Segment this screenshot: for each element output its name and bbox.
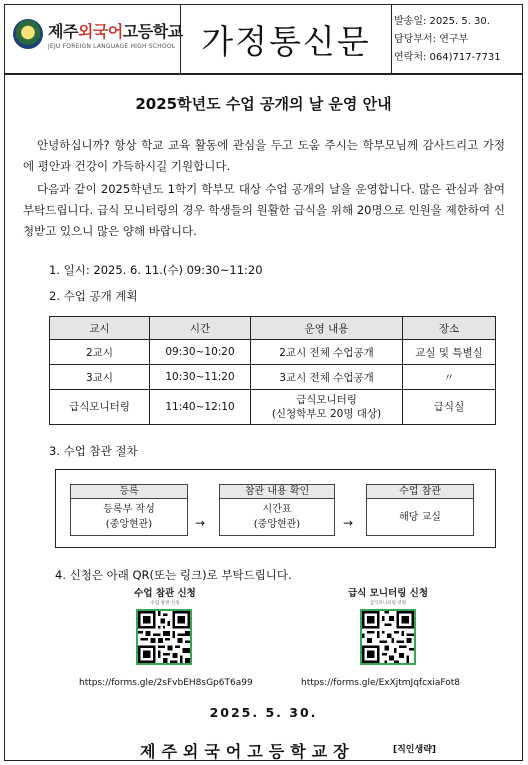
step-body (71, 499, 187, 535)
qr-sublabel-meal: 급식모니터링 신청 (369, 601, 407, 606)
qr-code-class[interactable] (136, 609, 192, 665)
notice-page (4, 4, 523, 761)
school-emblem-icon (13, 19, 43, 49)
cell: 2교시 (50, 340, 150, 365)
cell: 3교시 전체 수업공개 (251, 365, 403, 390)
cell-note: (신청학부모 20명 대상) (271, 408, 382, 420)
header-divider (5, 73, 522, 75)
cell: 09:30~10:20 (150, 340, 251, 365)
school-logo-box (5, 5, 181, 73)
cell: 11:40~12:10 (150, 390, 251, 425)
cell (251, 390, 403, 425)
cell: 급식실 (403, 390, 496, 425)
seal-omitted: [직인생략] (393, 745, 437, 755)
cell: 10:30~11:20 (150, 365, 251, 390)
procedure-step (70, 484, 188, 536)
qr-label-meal: 급식 모니터링 신청 (347, 588, 429, 599)
paper-title: 가정통신문 (181, 5, 392, 73)
arrow-icon: → (195, 516, 206, 530)
step-head: 참관 내용 확인 (220, 485, 334, 499)
school-name-en: JEJU FOREIGN LANGUAGE HIGH SCHOOL (48, 43, 176, 50)
qr-sublabel-class: 수업 참관 신청 (150, 601, 180, 606)
header (5, 5, 522, 73)
qr-code-icon (138, 611, 190, 663)
cell: 3교시 (50, 365, 150, 390)
arrow-icon: → (343, 516, 354, 530)
department: 담당부서: 연구부 (394, 34, 469, 45)
principal-signature: 제주외국어고등학교장 (140, 742, 355, 761)
th-period: 교시 (50, 317, 150, 340)
school-name-suffix: 고등학교 (122, 22, 183, 41)
step-line: (중앙현관) (105, 519, 153, 530)
notice-title: 2025학년도 수업 공개의 날 운영 안내 (135, 95, 392, 113)
procedure-step (219, 484, 335, 536)
th-place: 장소 (403, 317, 496, 340)
table-row (50, 340, 496, 365)
cell: 교실 및 특별실 (403, 340, 496, 365)
item-procedure: 3. 수업 참관 절차 (49, 444, 138, 458)
procedure-box (55, 469, 496, 548)
th-content: 운영 내용 (251, 317, 403, 340)
plan-table (49, 316, 496, 425)
school-name-highlight: 외국어 (77, 22, 123, 41)
greeting-paragraph: 안녕하십니까? 항상 학교 교육 활동에 관심을 두고 도움 주시는 학부모님께 감사드리고 가정에 평안과 건강이 가득하시길 기원합니다. (23, 138, 505, 173)
step-line: (중앙현관) (253, 519, 301, 530)
cell: 〃 (403, 365, 496, 390)
table-row (50, 365, 496, 390)
issue-meta (394, 13, 501, 67)
issue-date: 발송일: 2025. 5. 30. (394, 16, 490, 27)
step-head: 수업 참관 (367, 485, 473, 499)
item-date: 1. 일시: 2025. 6. 11.(수) 09:30~11:20 (49, 263, 263, 277)
item-plan: 2. 수업 공개 계획 (49, 289, 138, 303)
qr-code-meal[interactable] (360, 609, 416, 665)
qr-code-icon (362, 611, 414, 663)
school-name-prefix: 제주 (48, 22, 78, 41)
plan-table-header (50, 317, 496, 340)
school-name (48, 19, 183, 42)
th-time: 시간 (150, 317, 251, 340)
qr-label-class: 수업 참관 신청 (134, 588, 196, 599)
step-line: 해당 교실 (399, 511, 441, 523)
contact: 연락처: 064)717-7731 (394, 52, 501, 63)
step-line: 등록부 작성 (103, 504, 155, 515)
step-body (367, 499, 473, 535)
link-meal-apply[interactable]: https://forms.gle/ExXjtmJqfcxiaFot8 (301, 678, 460, 688)
procedure-step (366, 484, 474, 536)
cell-line: 급식모니터링 (296, 394, 357, 406)
footer-date: 2025. 5. 30. (209, 705, 318, 720)
cell: 급식모니터링 (50, 390, 150, 425)
step-line: 시간표 (262, 504, 292, 515)
intro-paragraph: 다음과 같이 2025학년도 1학기 학부모 대상 수업 공개의 날을 운영합니다. 많은 관심과 참여 부탁드립니다. 급식 모니터링의 경우 학생들의 원활한 급식을 위해 20명으로 인원을 제한하여 신청받고 있으니 많은 양해 바랍니다. (23, 182, 505, 238)
table-row (50, 390, 496, 425)
cell: 2교시 전체 수업공개 (251, 340, 403, 365)
step-head: 등록 (71, 485, 187, 499)
step-body (220, 499, 334, 535)
link-class-apply[interactable]: https://forms.gle/2sFvbEH8sGp6T6a99 (79, 678, 253, 688)
item-apply: 4. 신청은 아래 QR(또는 링크)로 부탁드립니다. (55, 568, 292, 582)
